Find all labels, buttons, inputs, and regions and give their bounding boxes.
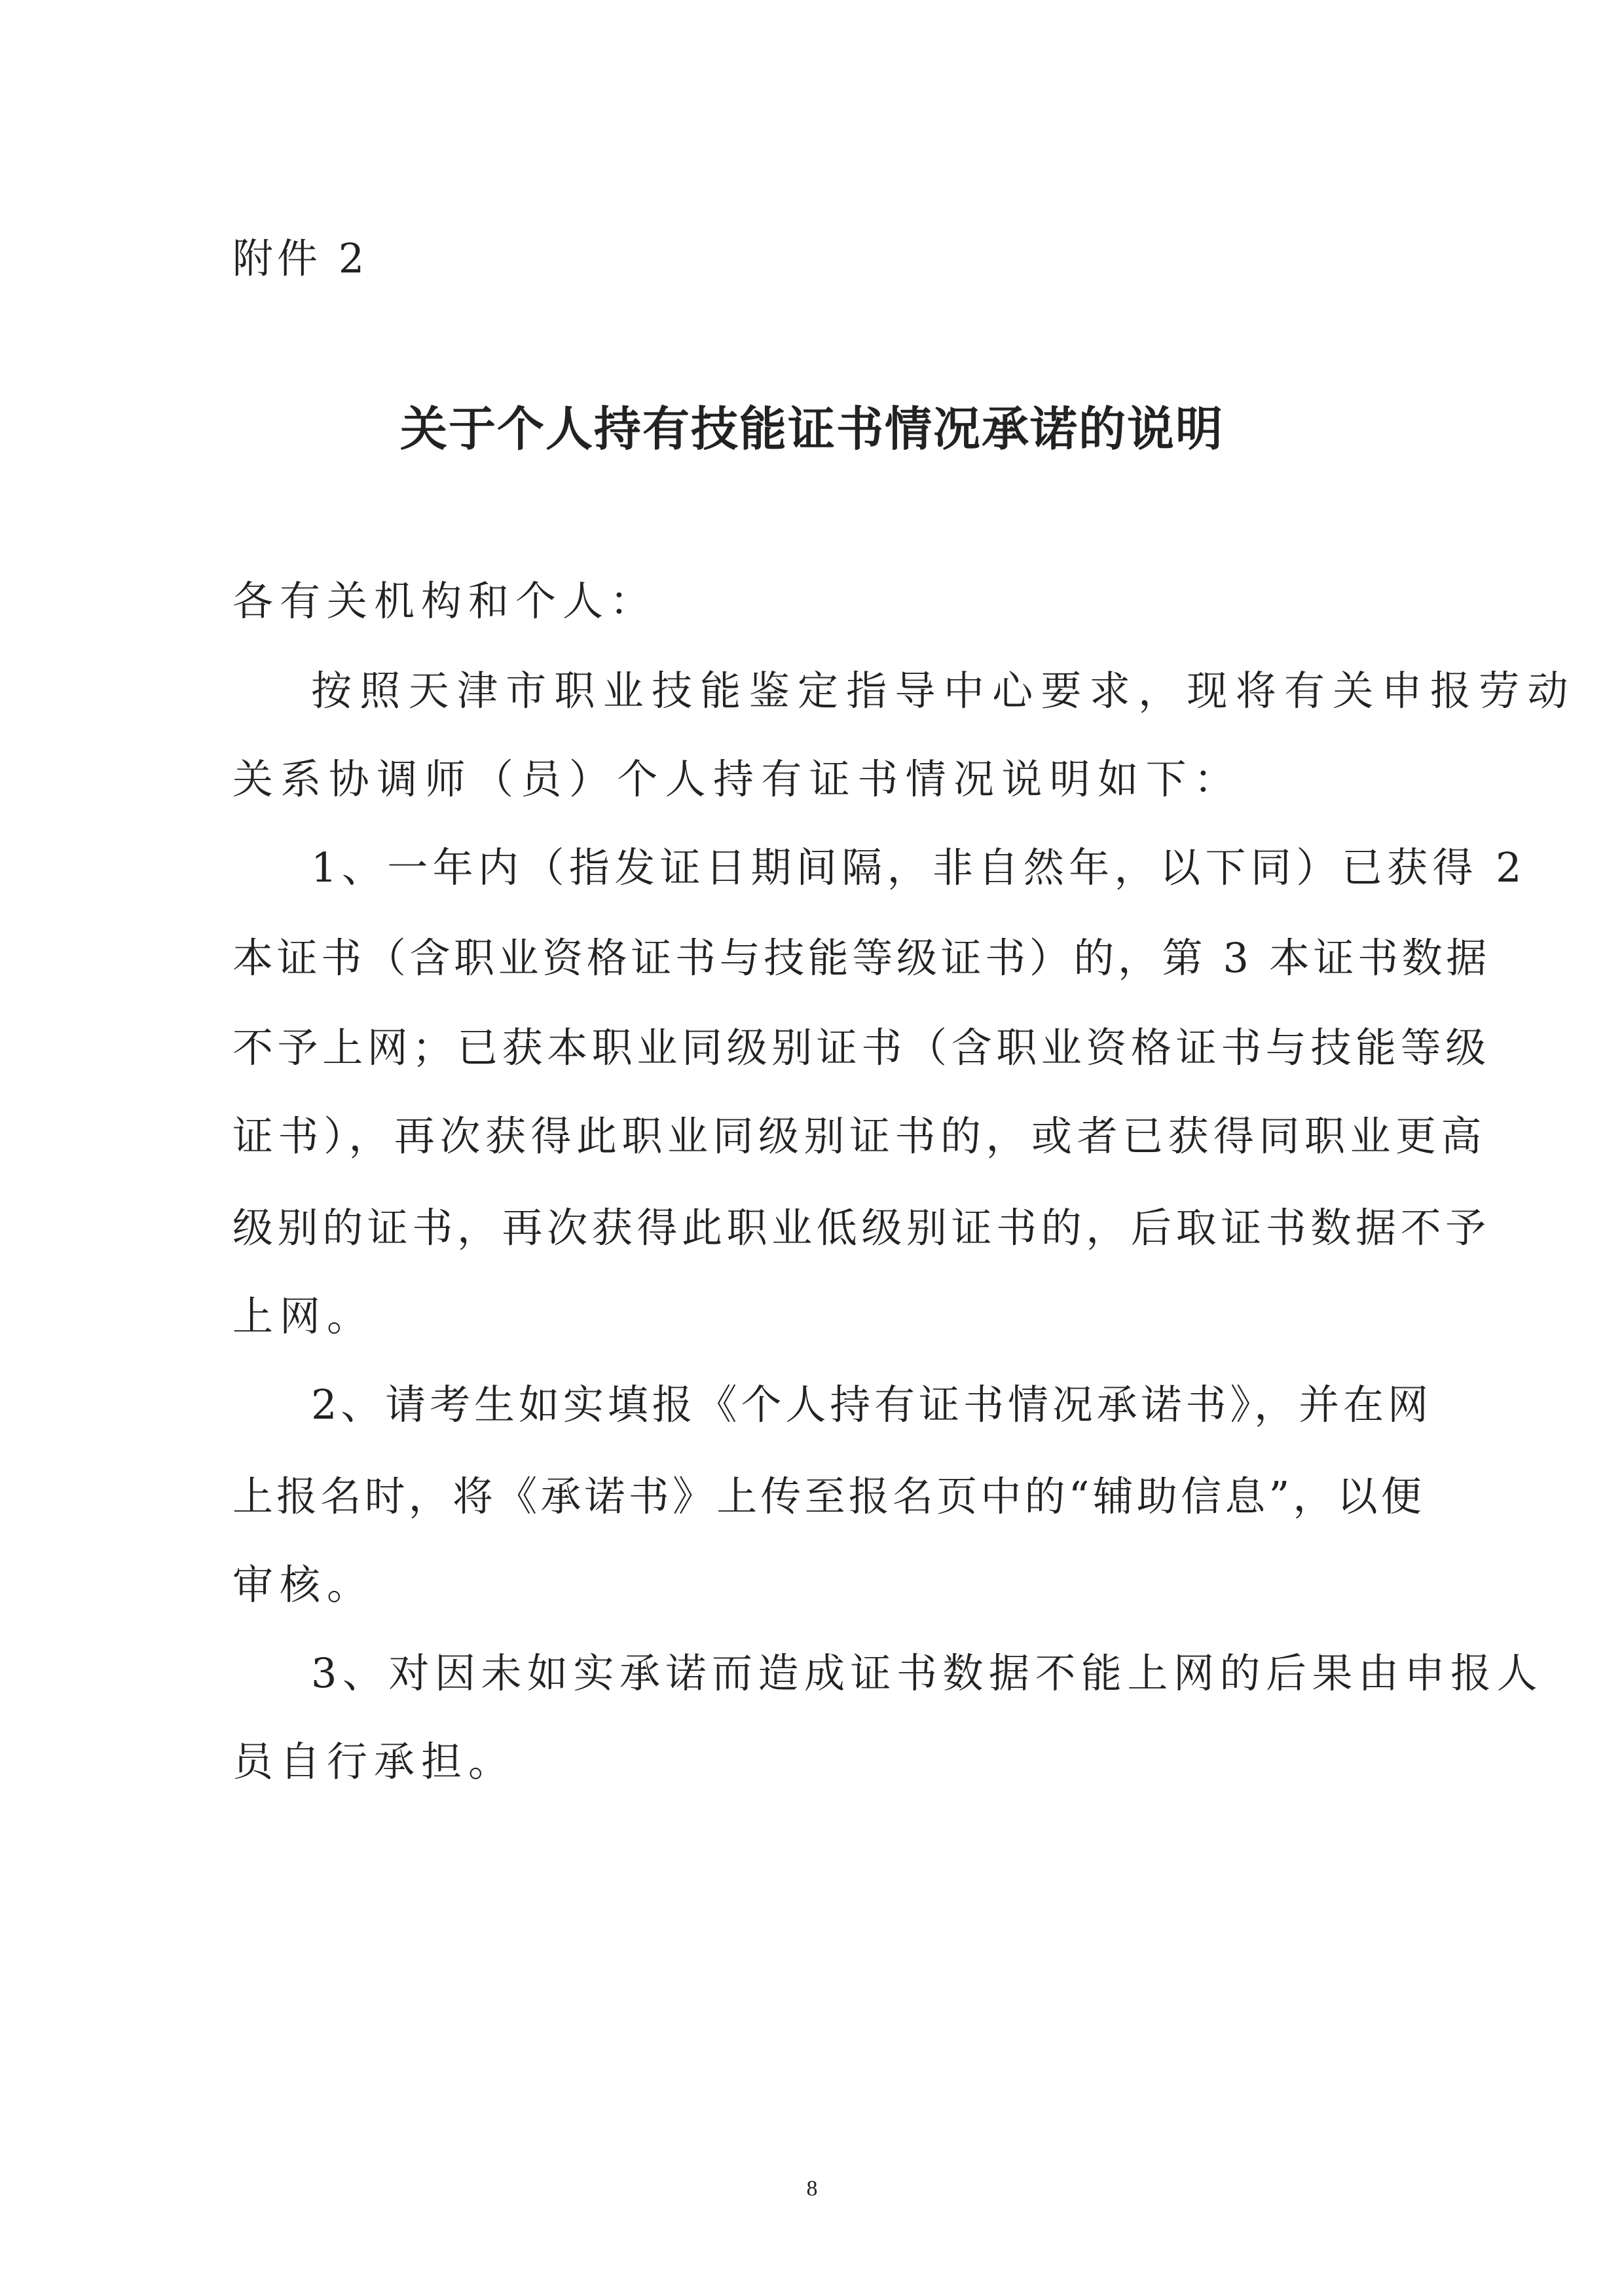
body-line: 2、请考生如实填报《个人持有证书情况承诺书》，并在网 <box>311 1381 1432 1428</box>
body-line: 3、对因未如实承诺而造成证书数据不能上网的后果由申报人 <box>311 1649 1543 1697</box>
body-line: 员自行承担。 <box>232 1738 516 1785</box>
body-line: 审核。 <box>232 1561 375 1609</box>
attachment-label: 附件 2 <box>232 234 369 282</box>
body-line: 级别的证书，再次获得此职业低级别证书的，后取证书数据不予 <box>232 1204 1490 1252</box>
body-line: 不予上网；已获本职业同级别证书（含职业资格证书与技能等级 <box>232 1024 1490 1072</box>
salutation: 各有关机构和个人： <box>232 577 657 625</box>
page-number: 8 <box>806 2176 818 2201</box>
body-line: 本证书（含职业资格证书与技能等级证书）的，第 3 本证书数据 <box>232 934 1490 982</box>
body-line: 上网。 <box>232 1292 375 1340</box>
body-line: 按照天津市职业技能鉴定指导中心要求，现将有关申报劳动 <box>311 667 1576 715</box>
body-line: 关系协调师（员）个人持有证书情况说明如下： <box>232 755 1242 803</box>
document-title: 关于个人持有技能证书情况承诺的说明 <box>399 401 1224 457</box>
body-line: 证书），再次获得此职业同级别证书的，或者已获得同职业更高 <box>232 1112 1487 1160</box>
body-line: 1、一年内（指发证日期间隔，非自然年，以下同）已获得 2 <box>311 844 1526 891</box>
body-line: 上报名时，将《承诺书》上传至报名页中的“辅助信息”，以便 <box>232 1472 1425 1520</box>
